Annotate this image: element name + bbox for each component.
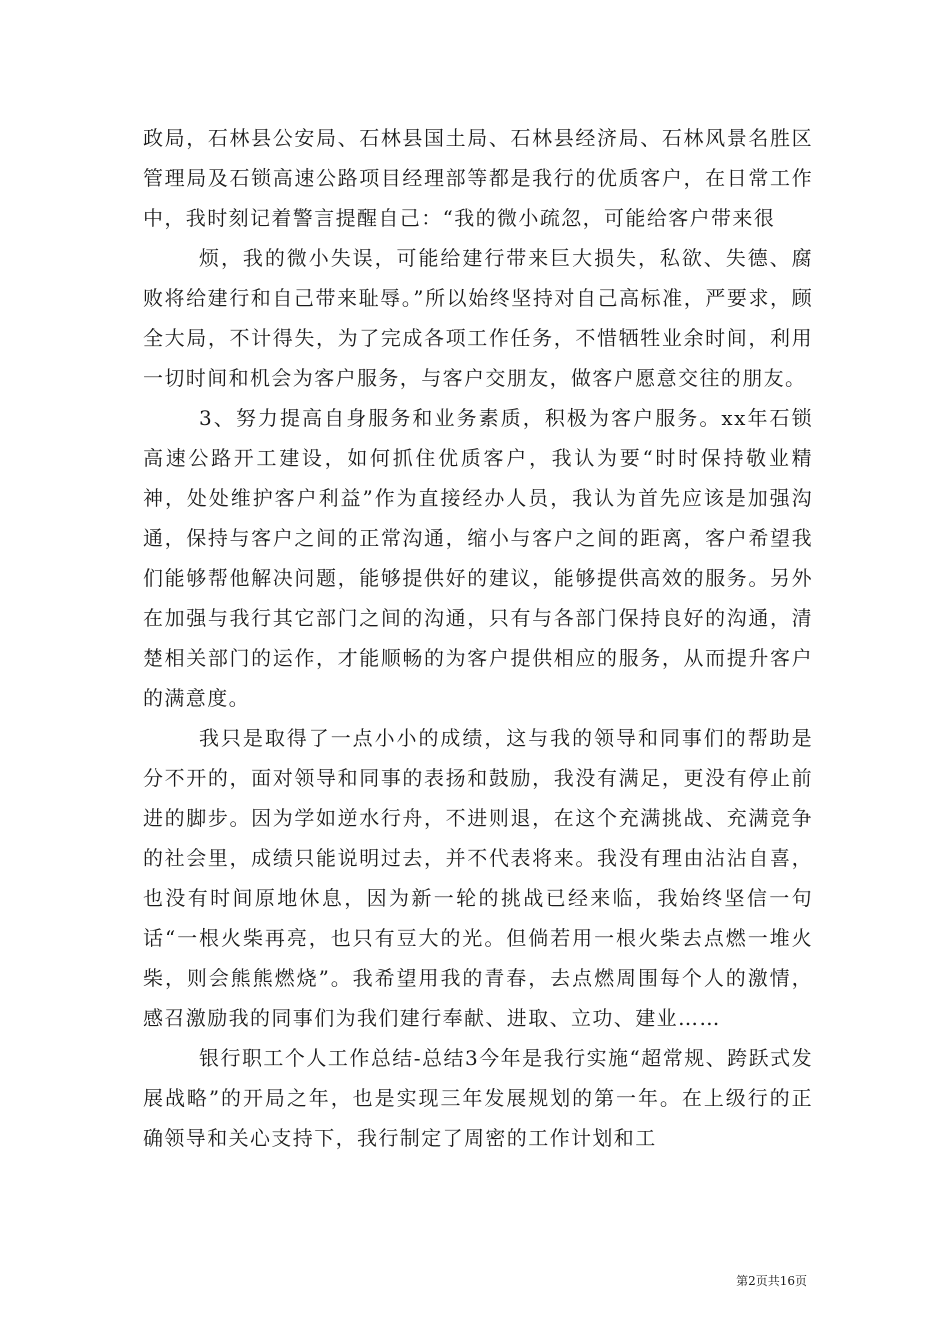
document-body (143, 118, 813, 1158)
paragraph-service-quality: 3、努力提高自身服务和业务素质，积极为客户服务。xx年石锁高速公路开工建设，如何抓住优质客户，我认为要“时时保持敬业精神，处处维护客户利益”作为直接经办人员，我认为首先应该是加强沟通，保持与客户之间的正常沟通，缩小与客户之间的距离，客户希望我们能够帮他解决问题，能够提供好的建议，能够提供高效的服务。另外在加强与我行其它部门之间的沟通，只有与各部门保持良好的沟通，清楚相关部门的运作，才能顺畅的为客户提供相应的服务，从而提升客户的满意度。 (143, 406, 813, 710)
page-number: 第2页共16页 (736, 1274, 807, 1288)
paragraph-continuation: 政局，石林县公安局、石林县国土局、石林县经济局、石林风景名胜区管理局及石锁高速公路项目经理部等都是我行的优质客户，在日常工作中，我时刻记着警言提醒自己：“我的微小疏忽，可能给客户带来很 (143, 126, 813, 230)
paragraph-summary-3: 银行职工个人工作总结-总结3今年是我行实施“超常规、跨跃式发展战略”的开局之年，也是实现三年发展规划的第一年。在上级行的正确领导和关心支持下，我行制定了周密的工作计划和工 (143, 1046, 813, 1150)
paragraph-integrity: 烦，我的微小失误，可能给建行带来巨大损失，私欲、失德、腐败将给建行和自己带来耻辱。”所以始终坚持对自己高标准，严要求，顾全大局，不计得失，为了完成各项工作任务，不惜牺牲业余时间，利用一切时间和机会为客户服务，与客户交朋友，做客户愿意交往的朋友。 (143, 246, 813, 390)
paragraph-achievements: 我只是取得了一点小小的成绩，这与我的领导和同事们的帮助是分不开的，面对领导和同事的表扬和鼓励，我没有满足，更没有停止前进的脚步。因为学如逆水行舟，不进则退，在这个充满挑战、充满竞争的社会里，成绩只能说明过去，并不代表将来。我没有理由沾沾自喜，也没有时间原地休息，因为新一轮的挑战已经来临，我始终坚信一句话“一根火柴再亮，也只有豆大的光。但倘若用一根火柴去点燃一堆火柴，则会熊熊燃烧”。我希望用我的青春，去点燃周围每个人的激情，感召激励我的同事们为我们建行奉献、进取、立功、建业…… (143, 726, 813, 1030)
